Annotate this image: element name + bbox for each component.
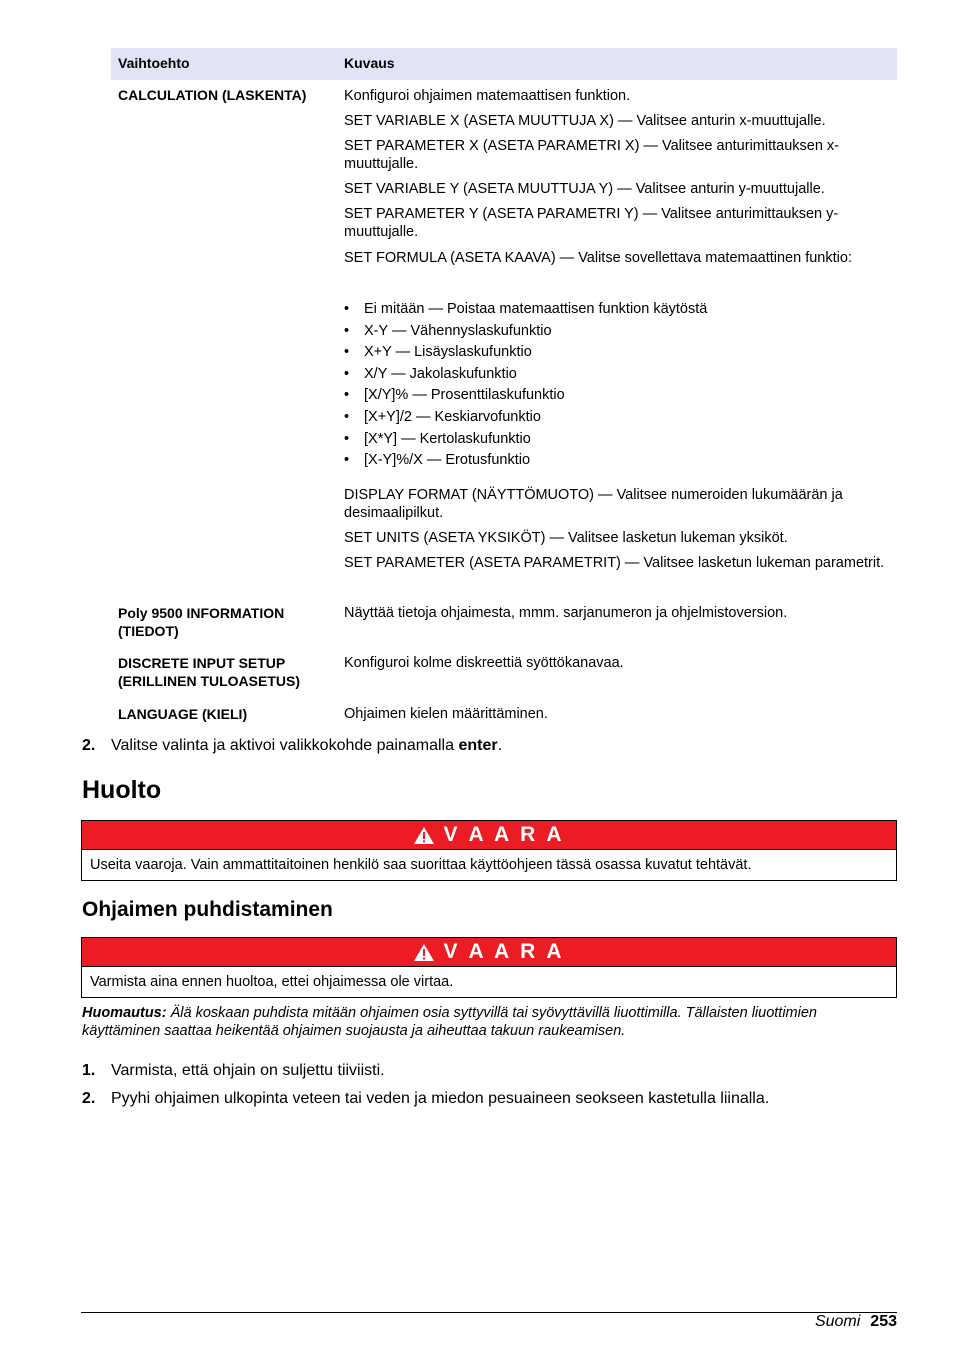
calculation-line: SET PARAMETER Y (ASETA PARAMETRI Y) — Valitsee anturimittauksen y-muuttujalle. (344, 206, 839, 240)
page-number: 253 (870, 1313, 897, 1330)
table-header-description: Kuvaus (344, 55, 395, 71)
list-item: • [X-Y]%/X — Erotusfunktio (344, 452, 531, 469)
list-item: • [X/Y]% — Prosenttilaskufunktio (344, 387, 565, 404)
table-header-option: Vaihtoehto (118, 55, 190, 71)
footer-divider (81, 1312, 897, 1313)
step-select-option: 2. Valitse valinta ja aktivoi valikkokohde painamalla enter. (82, 737, 503, 754)
list-item: • X+Y — Lisäyslaskufunktio (344, 344, 532, 361)
calculation-line: SET VARIABLE X (ASETA MUUTTUJA X) — Valitsee anturin x-muuttujalle. (344, 113, 826, 129)
footer (815, 1313, 897, 1331)
description-information: Näyttää tietoja ohjaimesta, mmm. sarjanumeron ja ohjelmistoversion. (344, 605, 788, 621)
calculation-after-line: DISPLAY FORMAT (NÄYTTÖMUOTO) — Valitsee numeroiden lukumäärän ja desimaalipilkut. (344, 487, 843, 521)
description-discrete-input: Konfiguroi kolme diskreettiä syöttökanavaa. (344, 655, 624, 671)
list-item: • X-Y — Vähennyslaskufunktio (344, 322, 552, 339)
list-item: • X/Y — Jakolaskufunktio (344, 365, 517, 382)
list-item: • Ei mitään — Poistaa matemaattisen funktion käytöstä (344, 301, 708, 317)
danger-text: Varmista aina ennen huoltoa, ettei ohjaimessa ole virtaa. (90, 974, 454, 990)
option-discrete-input: DISCRETE INPUT SETUP (ERILLINEN TULOASETUS) (118, 655, 300, 689)
option-language: LANGUAGE (KIELI) (118, 706, 248, 722)
calculation-after-line: SET PARAMETER (ASETA PARAMETRIT) — Valitsee lasketun lukeman parametrit. (344, 555, 885, 571)
step-item: 2. Pyyhi ohjaimen ulkopinta veteen tai veden ja miedon pesuaineen seokseen kastetulla liinalla. (82, 1090, 770, 1107)
formula-list (344, 299, 707, 472)
footer-language: Suomi (814, 1313, 861, 1330)
note: Huomautus: Älä koskaan puhdista mitään ohjaimen osia syttyvillä tai syövyttävillä liuottimilla. Tällaisten liuottimien käyttäminen saattaa heikentää ohjaimen suojausta ja aiheuttaa takuun raukeamisen. (82, 1005, 817, 1039)
list-item: • [X+Y]/2 — Keskiarvofunktio (344, 408, 541, 425)
calculation-after-line: SET UNITS (ASETA YKSIKÖT) — Valitsee lasketun lukeman yksiköt. (344, 530, 788, 546)
subsection-title: Ohjaimen puhdistaminen (82, 898, 333, 921)
calculation-line: SET PARAMETER X (ASETA PARAMETRI X) — Valitsee anturimittauksen x-muuttujalle. (344, 138, 840, 172)
section-title: Huolto (82, 776, 162, 804)
calculation-line: SET VARIABLE Y (ASETA MUUTTUJA Y) — Valitsee anturin y-muuttujalle. (344, 181, 825, 197)
danger-box (81, 937, 897, 998)
calculation-line: Konfiguroi ohjaimen matemaattisen funktion. (344, 88, 631, 104)
warning-triangle-icon (413, 826, 435, 845)
option-calculation: CALCULATION (LASKENTA) (118, 87, 307, 103)
description-language: Ohjaimen kielen määrittäminen. (344, 706, 548, 722)
warning-triangle-icon (413, 943, 435, 962)
list-item: • [X*Y] — Kertolaskufunktio (344, 430, 531, 447)
calculation-line: SET FORMULA (ASETA KAAVA) — Valitse sovellettava matemaattinen funktio: (344, 250, 852, 266)
option-information: Poly 9500 INFORMATION (TIEDOT) (118, 605, 285, 639)
step-item: 1. Varmista, että ohjain on suljettu tiiviisti. (82, 1062, 385, 1079)
danger-text: Useita vaaroja. Vain ammattitaitoinen henkilö saa suorittaa käyttöohjeen tässä osassa kuvatut tehtävät. (90, 857, 752, 873)
danger-header: V A A R A (82, 938, 896, 967)
danger-header: V A A R A (82, 821, 896, 850)
danger-box (81, 820, 897, 881)
